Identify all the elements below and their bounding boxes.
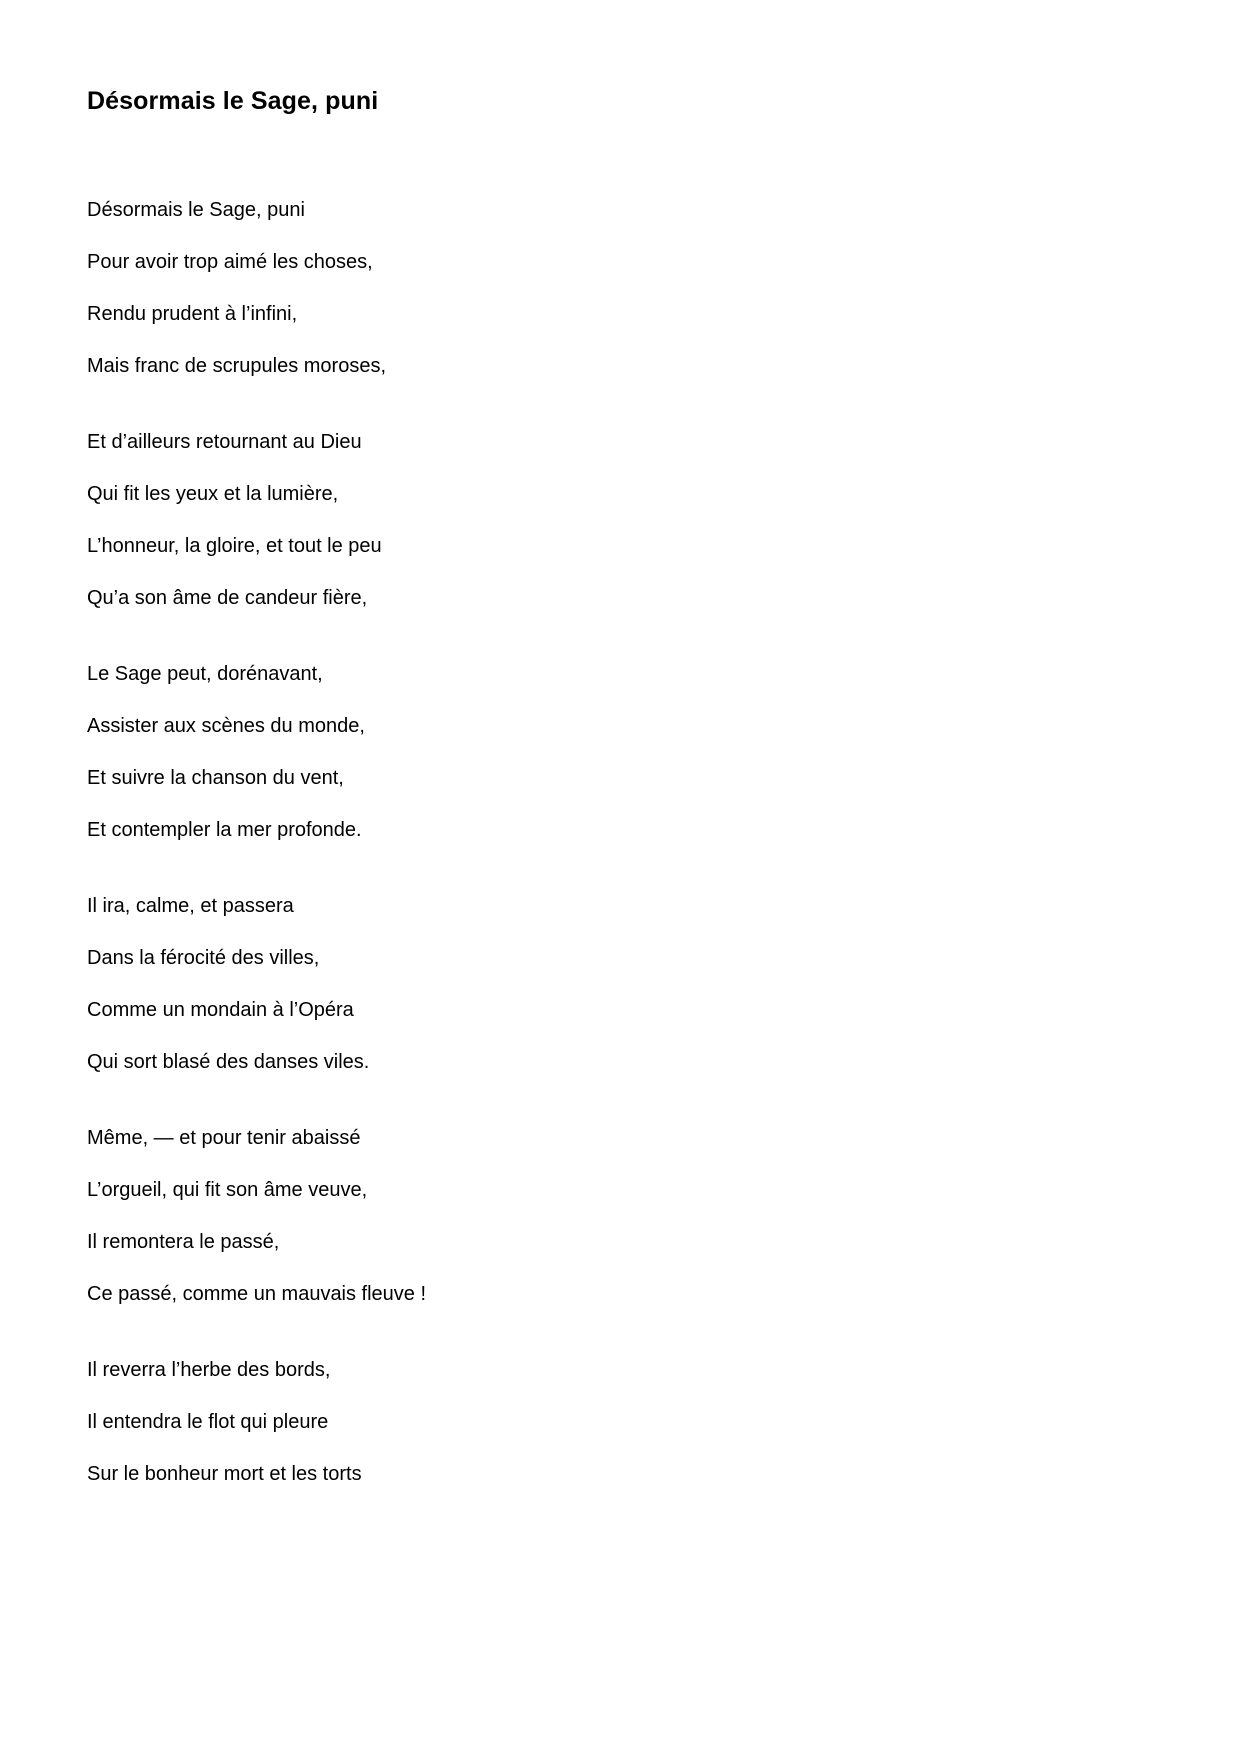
- poem-line: Il remontera le passé,: [87, 1231, 280, 1253]
- poem-body: [87, 197, 1187, 1537]
- stanza-3: [87, 661, 1187, 843]
- poem-line: Mais franc de scrupules moroses,: [87, 355, 387, 377]
- poem-line: L’orgueil, qui fit son âme veuve,: [87, 1179, 368, 1201]
- poem-line: Qui fit les yeux et la lumière,: [87, 483, 339, 505]
- poem-line: Et contempler la mer profonde.: [87, 819, 362, 841]
- poem-line: Il reverra l’herbe des bords,: [87, 1359, 331, 1381]
- stanza-2: [87, 429, 1187, 611]
- stanza-4: [87, 893, 1187, 1075]
- poem-line: Et d’ailleurs retournant au Dieu: [87, 431, 362, 453]
- stanza-1: [87, 197, 1187, 379]
- poem-line: Qui sort blasé des danses viles.: [87, 1051, 370, 1073]
- poem-line: Sur le bonheur mort et les torts: [87, 1463, 362, 1485]
- stanza-6: [87, 1357, 1187, 1487]
- poem-line: Ce passé, comme un mauvais fleuve !: [87, 1283, 427, 1305]
- poem-line: Même, — et pour tenir abaissé: [87, 1127, 361, 1149]
- stanza-5: [87, 1125, 1187, 1307]
- poem-line: Il entendra le flot qui pleure: [87, 1411, 329, 1433]
- poem-line: L’honneur, la gloire, et tout le peu: [87, 535, 382, 557]
- document-title: Désormais le Sage, puni: [87, 87, 379, 115]
- poem-line: Le Sage peut, dorénavant,: [87, 663, 323, 685]
- poem-line: Rendu prudent à l’infini,: [87, 303, 298, 325]
- poem-line: Pour avoir trop aimé les choses,: [87, 251, 373, 273]
- poem-line: Désormais le Sage, puni: [87, 199, 305, 221]
- poem-line: Il ira, calme, et passera: [87, 895, 294, 917]
- poem-line: Et suivre la chanson du vent,: [87, 767, 344, 789]
- poem-line: Dans la férocité des villes,: [87, 947, 320, 969]
- poem-line: Qu’a son âme de candeur fière,: [87, 587, 368, 609]
- poem-line: Assister aux scènes du monde,: [87, 715, 365, 737]
- poem-line: Comme un mondain à l’Opéra: [87, 999, 354, 1021]
